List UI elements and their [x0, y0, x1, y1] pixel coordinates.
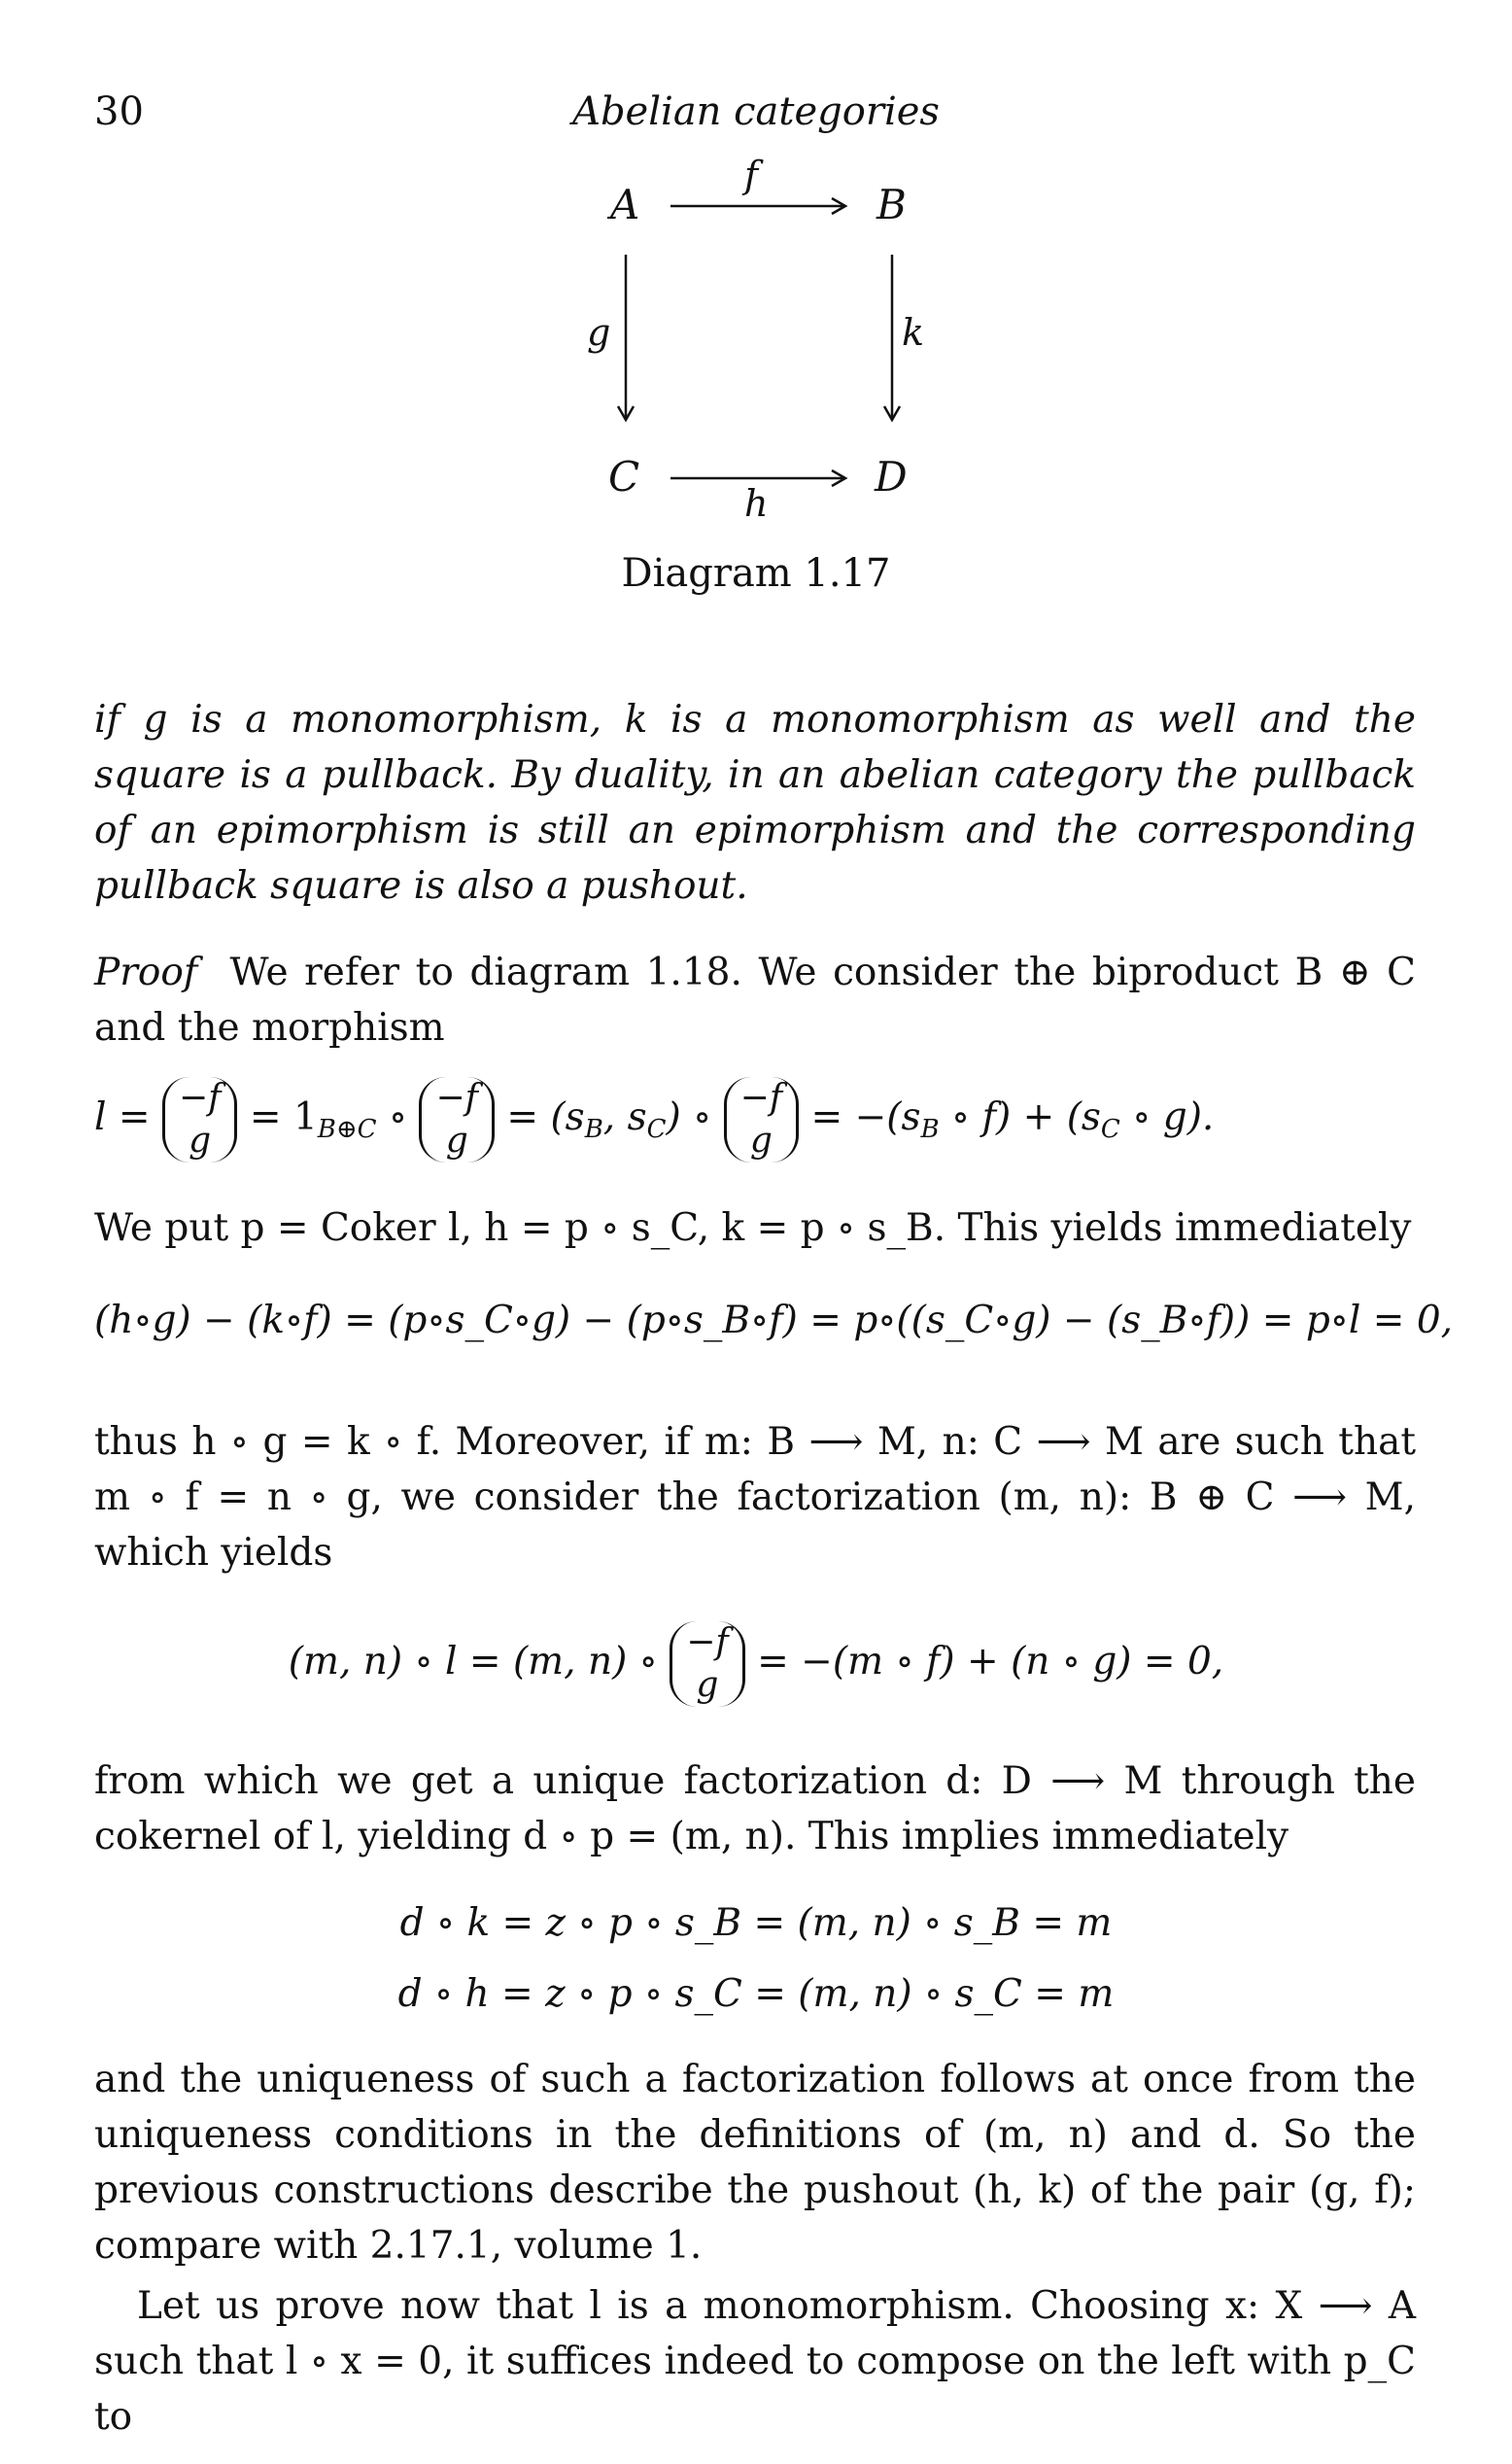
paragraph-cokernel: from which we get a unique factorization d: D ⟶ M through the cokernel of l, yielding d ∘ p = (m, n). This implies immediately — [94, 1759, 1416, 1858]
node-B: B — [876, 181, 907, 228]
commutative-diagram — [0, 0, 1512, 583]
equation-hk: (h∘g) − (k∘f) = (p∘s_C∘g) − (p∘s_B∘f) = p∘((s_C∘g) − (s_B∘f)) = p∘l = 0, — [94, 1299, 1454, 1342]
equation-mn: (m, n) ∘ l = (m, n) ∘ −f g = −(m ∘ f) + (n ∘ g) = 0, — [288, 1622, 1224, 1705]
node-A: A — [610, 181, 640, 228]
running-title: Abelian categories — [572, 89, 940, 134]
diagram-caption: Diagram 1.17 — [621, 551, 891, 596]
node-D: D — [875, 453, 908, 501]
proof-text: We refer to diagram 1.18. We consider the biproduct B ⊕ C and the morphism — [94, 951, 1416, 1050]
node-C: C — [608, 453, 640, 501]
diagram-arrows — [0, 0, 1512, 583]
equation-dk: d ∘ k = z ∘ p ∘ s_B = (m, n) ∘ s_B = m — [399, 1901, 1113, 1945]
paragraph-factorization: thus h ∘ g = k ∘ f. Moreover, if m: B ⟶ M, n: C ⟶ M are such that m ∘ f = n ∘ g, we consider the factorization (m, n): B ⊕ C ⟶ M, which yields — [94, 1420, 1416, 1575]
equation-dh: d ∘ h = z ∘ p ∘ s_C = (m, n) ∘ s_C = m — [397, 1972, 1115, 2016]
arrow-label-f: f — [744, 154, 759, 196]
paragraph-uniqueness: and the uniqueness of such a factorization follows at once from the uniqueness conditions in the definitions of (m, n) and d. So the previous constructions describe the pushout (h, k) of the pair (g, f); compare with 2.17.1, volume 1. — [94, 2058, 1416, 2268]
arrow-label-h: h — [744, 482, 769, 525]
arrow-label-k: k — [902, 311, 925, 354]
arrow-label-g: g — [587, 311, 611, 354]
paragraph-coker: We put p = Coker l, h = p ∘ s_C, k = p ∘ s_B. This yields immediately — [94, 1206, 1412, 1250]
proof-label: Proof — [94, 951, 198, 994]
paragraph-statement: if g is a monomorphism, k is a monomorphism as well and the square is a pullback. By duality, in an abelian category the pullback of an epimorphism is still an epimorphism and the corresponding pullback square is also a pushout. — [94, 698, 1416, 908]
paragraph-proof — [94, 945, 1416, 1056]
page-number: 30 — [94, 89, 144, 134]
equation-l: l = −f $g = 1_{B\oplus C}$ ∘ −f $g = (s_B$, $s_C$) ∘ −f $g = -(s_B$ ∘ $f) + (s_C$ ∘ g). — [94, 1078, 1215, 1161]
paragraph-monomorphism: Let us prove now that l is a monomorphism. Choosing x: X ⟶ A such that l ∘ x = 0, it suffices indeed to compose on the left with p_C to — [94, 2284, 1416, 2439]
